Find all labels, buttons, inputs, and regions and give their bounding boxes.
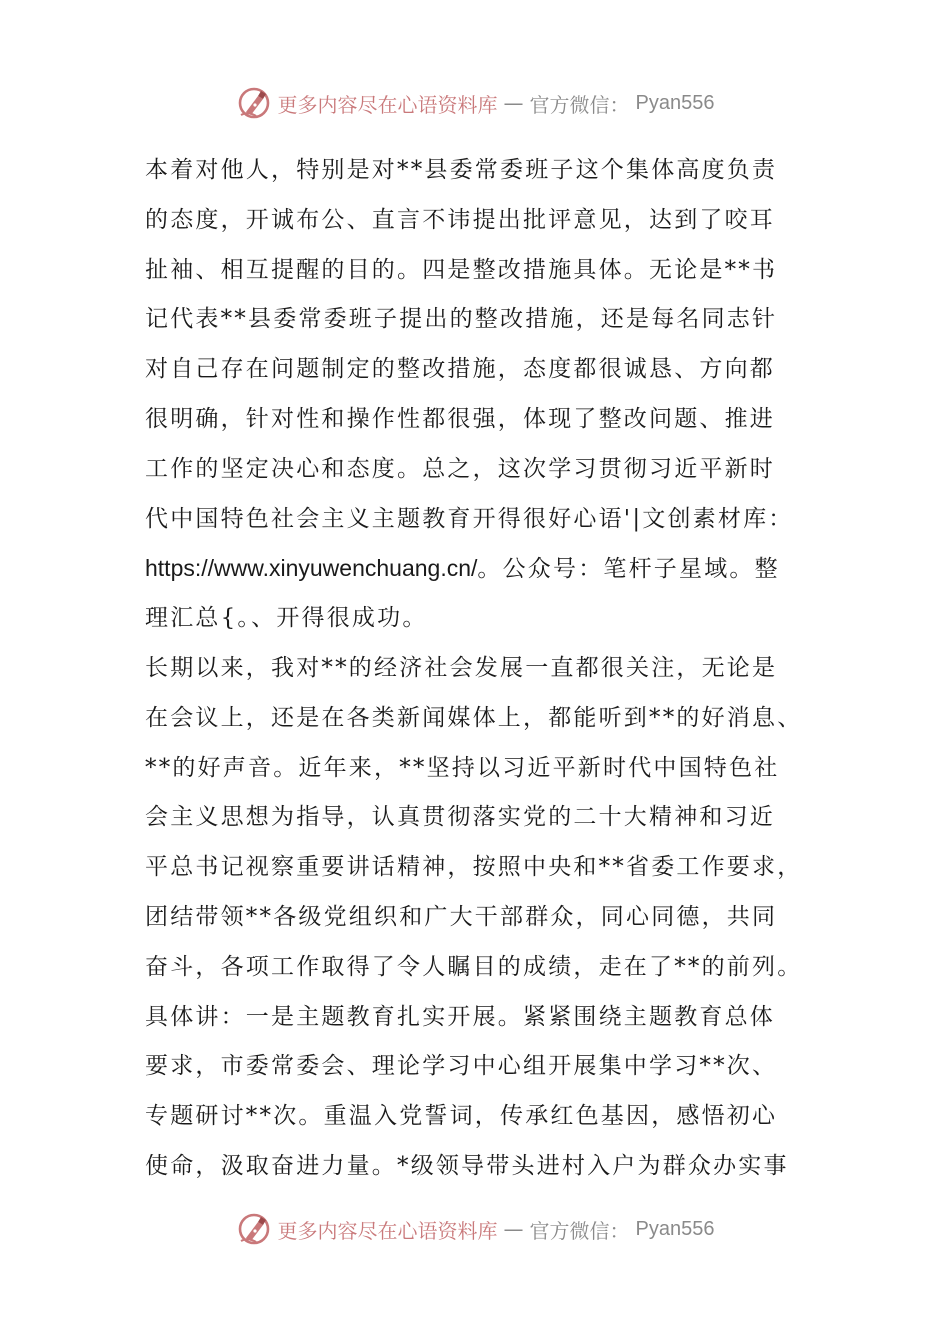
text-line: 很明确，针对性和操作性都很强，体现了整改问题、推进 [145, 405, 775, 432]
footer-banner-content [236, 1211, 715, 1247]
banner-separator: — [503, 1217, 524, 1241]
banner-wechat-id: Pyan556 [635, 1217, 715, 1240]
pen-nib-circle-icon [236, 85, 272, 121]
text-line: 记代表**县委常委班子提出的整改措施，还是每名同志针 [145, 306, 778, 333]
header-banner-content [236, 85, 715, 121]
text-line: 专题研讨**次。重温入党誓词，传承红色基因，感悟初心 [145, 1103, 778, 1130]
document-body [145, 146, 815, 1192]
banner-wechat-id: Pyan556 [635, 91, 715, 114]
pen-nib-circle-icon [236, 1211, 272, 1247]
text-line: 要求，市委常委会、理论学习中心组开展集中学习**次、 [145, 1053, 778, 1080]
banner-separator: — [503, 91, 524, 115]
text-line: 扯袖、相互提醒的目的。四是整改措施具体。无论是**书 [145, 256, 778, 283]
text-line: 长期以来，我对**的经济社会发展一直都很关注，无论是 [145, 654, 778, 681]
text-line: 对自己存在问题制定的整改措施，态度都很诚恳、方向都 [145, 356, 775, 383]
text-line: 理汇总{。、开得很成功。 [145, 605, 428, 632]
banner-title: 更多内容尽在心语资料库 [277, 92, 498, 117]
header-banner [0, 83, 950, 123]
text-line: 代中国特色社会主义主题教育开得很好心语'|文创素材库： [145, 505, 794, 532]
text-line: 在会议上，还是在各类新闻媒体上，都能听到**的好消息、 [145, 704, 803, 731]
text-line: 使命，汲取奋进力量。*级领导带头进村入户为群众办实事 [145, 1152, 789, 1179]
banner-wechat-label: 官方微信： [529, 92, 630, 117]
text-line: 具体讲：一是主题教育扎实开展。紧紧围绕主题教育总体 [145, 1003, 775, 1030]
text-line: 奋斗，各项工作取得了令人瞩目的成绩，走在了**的前列。 [145, 953, 803, 980]
url-line-rest: 。公众号：笔杆子星域。整 [477, 556, 780, 583]
text-line: 平总书记视察重要讲话精神，按照中央和**省委工作要求， [145, 854, 803, 881]
text-line-url [145, 544, 815, 594]
banner-wechat-label: 官方微信： [529, 1218, 630, 1243]
text-line: 工作的坚定决心和态度。总之，这次学习贯彻习近平新时 [145, 455, 775, 482]
text-line: 本着对他人，特别是对**县委常委班子这个集体高度负责 [145, 157, 778, 183]
source-url-link[interactable]: https://www.xinyuwenchuang.cn/ [145, 555, 478, 582]
text-line: 团结带领**各级党组织和广大干部群众，同心同德，共同 [145, 903, 778, 930]
text-line: **的好声音。近年来，**坚持以习近平新时代中国特色社 [145, 754, 780, 781]
text-line: 会主义思想为指导，认真贯彻落实党的二十大精神和习近 [145, 804, 775, 831]
banner-title: 更多内容尽在心语资料库 [277, 1218, 498, 1243]
text-line: 的态度，开诚布公、直言不讳提出批评意见，达到了咬耳 [145, 206, 775, 233]
footer-banner [0, 1209, 950, 1249]
